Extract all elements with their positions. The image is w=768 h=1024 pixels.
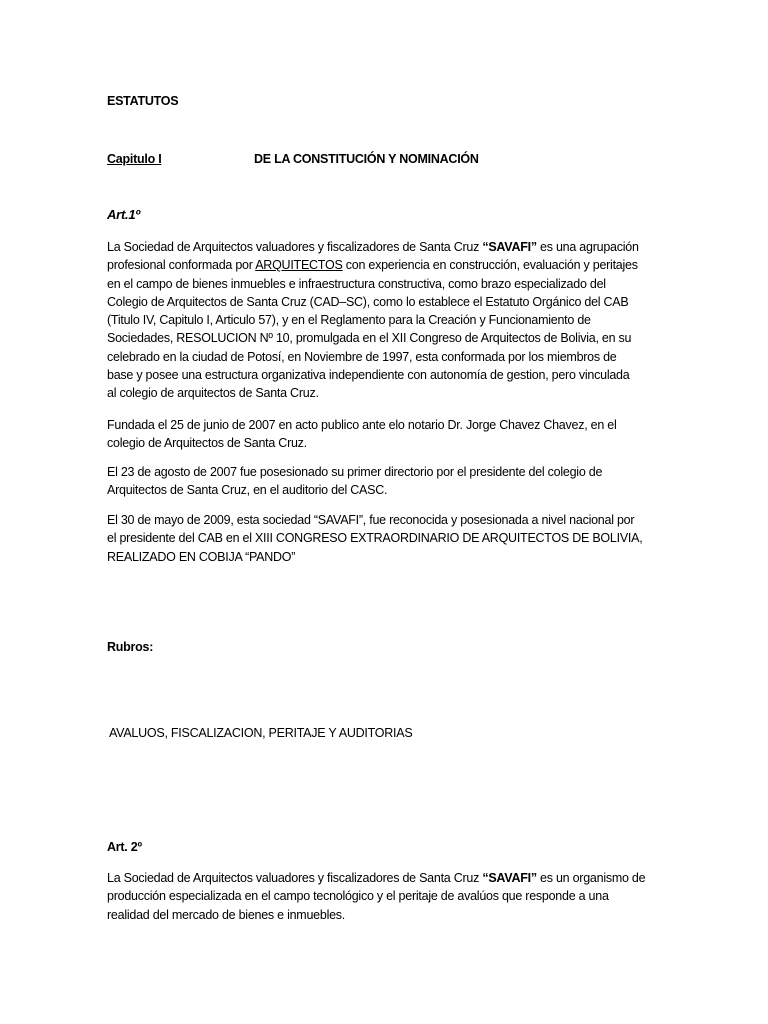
text-line: El 23 de agosto de 2007 fue posesionado su primer directorio por el presidente del colegio de — [107, 465, 603, 479]
text-line: base y posee una estructura organizativa independiente con autonomía de gestion, pero vinculada — [107, 368, 630, 383]
text-line: Colegio de Arquitectos de Santa Cruz (CAD–SC), como lo establece el Estatuto Orgánico del CAB — [107, 294, 629, 309]
text-line: colegio de Arquitectos de Santa Cruz. — [107, 436, 307, 451]
text-line: Arquitectos de Santa Cruz, en el auditorio del CASC. — [107, 483, 388, 498]
text-line: (Titulo IV, Capitulo I, Articulo 57), y en el Reglamento para la Creación y Funcionamiento de — [107, 313, 591, 328]
text-line: en el campo de bienes inmuebles e infraestructura constructiva, como brazo especializado del — [107, 276, 606, 291]
text-run: es una agrupación — [536, 240, 639, 254]
arquitectos-underlined: ARQUITECTOS — [255, 258, 343, 273]
document-heading: ESTATUTOS — [107, 94, 179, 108]
text-line: realidad del mercado de bienes e inmuebles. — [107, 907, 346, 922]
article-1-paragraph-3 — [107, 463, 667, 500]
text-line: REALIZADO EN COBIJA “PANDO” — [107, 549, 296, 564]
article-1-label: Art.1º — [107, 207, 140, 222]
chapter-number: Capitulo I — [107, 152, 162, 166]
article-1-paragraph-4 — [107, 511, 667, 566]
text-run: con experiencia en construcción, evaluación y peritajes — [342, 258, 638, 273]
text-line: Fundada el 25 de junio de 2007 en acto publico ante elo notario Dr. Jorge Chavez Chavez, en el — [107, 418, 617, 432]
text-line: al colegio de arquitectos de Santa Cruz. — [107, 386, 319, 401]
text-line: producción especializada en el campo tecnológico y el peritaje de avalúos que responde a una — [107, 889, 609, 904]
text-line: el presidente del CAB en el XIII CONGRESO EXTRAORDINARIO DE ARQUITECTOS DE BOLIVIA, — [107, 531, 643, 546]
text-run: La Sociedad de Arquitectos valuadores y fiscalizadores de Santa Cruz — [107, 240, 483, 254]
text-line — [107, 869, 667, 887]
article-1-paragraph-1 — [107, 238, 667, 403]
article-1-paragraph-2 — [107, 416, 667, 453]
savafi-name: “SAVAFI” — [482, 871, 537, 885]
chapter-title: DE LA CONSTITUCIÓN Y NOMINACIÓN — [254, 152, 479, 166]
savafi-name: “SAVAFI” — [482, 240, 537, 254]
text-line — [107, 256, 667, 274]
text-line: celebrado en la ciudad de Potosí, en Noviembre de 1997, esta conformada por los miembros de — [107, 349, 617, 364]
text-line: El 30 de mayo de 2009, esta sociedad “SAVAFI”, fue reconocida y posesionada a nivel nacional por — [107, 513, 635, 527]
article-2-label: Art. 2º — [107, 840, 142, 854]
text-line: Sociedades, RESOLUCION Nº 10, promulgada en el XII Congreso de Arquitectos de Bolivia, en su — [107, 331, 632, 346]
text-run: profesional conformada por — [107, 258, 256, 273]
rubros-item: AVALUOS, FISCALIZACION, PERITAJE Y AUDITORIAS — [109, 726, 413, 740]
chapter-heading — [107, 150, 707, 168]
rubros-label: Rubros: — [107, 640, 154, 654]
text-run: La Sociedad de Arquitectos valuadores y fiscalizadores de Santa Cruz — [107, 871, 483, 885]
text-run: es un organismo de — [536, 871, 646, 885]
article-2-paragraph-1 — [107, 869, 667, 924]
text-line — [107, 238, 667, 256]
